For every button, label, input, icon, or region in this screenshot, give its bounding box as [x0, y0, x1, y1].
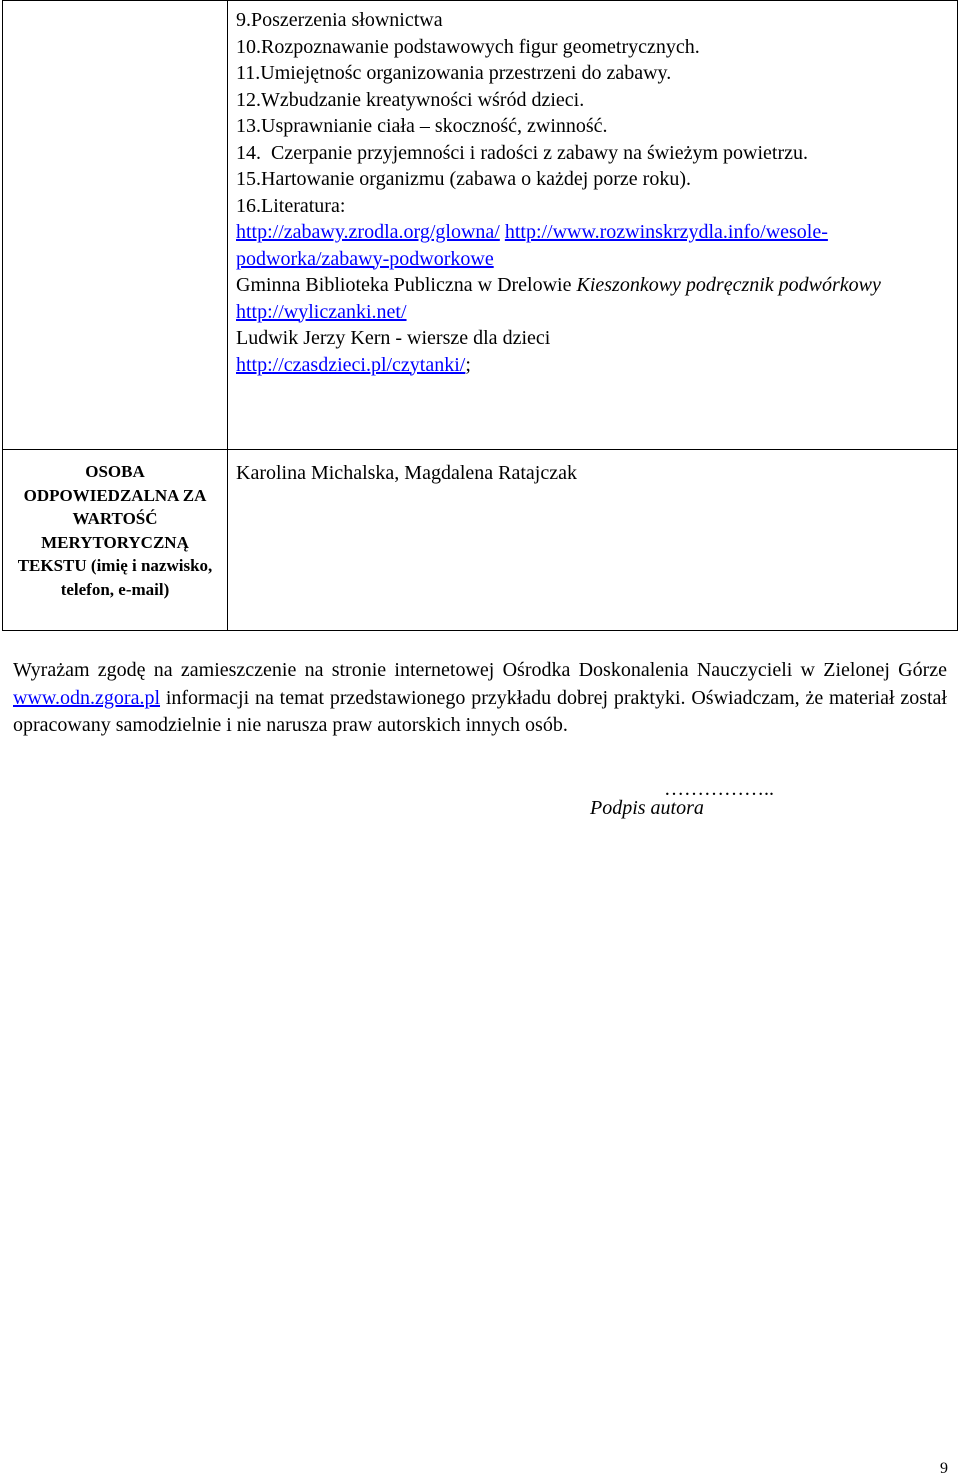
list-item: 12. Wzbudzanie kreatywności wśród dzieci.	[236, 88, 585, 111]
list-item: 14. Czerpanie przyjemności i radości z zabawy na świeżym powietrzu.	[236, 141, 809, 164]
link-odn[interactable]: www.odn.zgora.pl	[13, 686, 161, 709]
literature-line: Ludwik Jerzy Kern - wiersze dla dzieci	[236, 327, 551, 349]
literature-line	[236, 299, 957, 326]
list-item: 9. Poszerzenia słownictwa	[236, 9, 443, 31]
list-item: 10. Rozpoznawanie podstawowych figur geometrycznych.	[236, 35, 700, 58]
table-row	[3, 450, 958, 631]
responsible-authors: Karolina Michalska, Magdalena Ratajczak	[228, 450, 958, 631]
literature-block	[236, 219, 957, 390]
empty-label-cell	[3, 1, 228, 450]
list-item: 11. Umiejętnośc organizowania przestrzeni do zabawy.	[236, 62, 672, 84]
signature-label: Podpis autora	[590, 797, 704, 819]
list-item: 15. Hartowanie organizmu (zabawa o każdej porze roku).	[236, 168, 691, 190]
book-title: Kieszonkowy podręcznik podwórkowy	[576, 274, 881, 296]
link-czasdzieci[interactable]: http://czasdzieci.pl/czytanki/	[236, 353, 466, 376]
link-rozwinskrzydla-cont[interactable]: podworka/zabawy-podworkowe	[236, 247, 494, 270]
consent-paragraph: Wyrażam zgodę na zamieszczenie na stronie internetowej Ośrodka Doskonalenia Nauczycieli w Zielonej Górze www.odn.zgora.pl informacji na temat przedstawionego przykładu dobrej praktyki. Oświadczam, że materiał został opracowany samodzielnie i nie narusza praw autorskich innych osób.	[13, 659, 947, 736]
table-row	[3, 1, 958, 450]
list-item: 16. Literatura:	[236, 194, 346, 217]
goals-list	[236, 1, 957, 219]
goals-cell	[228, 1, 958, 450]
signature-dots: ……………..	[664, 778, 774, 800]
list-item: 13. Usprawnianie ciała – skoczność, zwinność.	[236, 115, 608, 137]
info-table	[2, 0, 958, 631]
link-wyliczanki[interactable]: http://wyliczanki.net/	[236, 300, 407, 323]
link-rozwinskrzydla[interactable]: http://www.rozwinskrzydla.info/wesole-	[504, 221, 828, 243]
literature-line: Gminna Biblioteka Publiczna w Drelowie Kieszonkowy podręcznik podwórkowy	[236, 274, 881, 296]
responsible-label: OSOBA ODPOWIEDZALNA ZA WARTOŚĆ MERYTORYCZNĄ TEKSTU (imię i nazwisko, telefon, e-mail)	[3, 450, 228, 631]
literature-line	[236, 219, 957, 246]
literature-line	[236, 246, 957, 273]
link-zabawy[interactable]: http://zabawy.zrodla.org/glowna/	[236, 221, 500, 243]
literature-line: http://czasdzieci.pl/czytanki/;	[236, 353, 471, 376]
page-number: 9	[940, 1460, 948, 1477]
